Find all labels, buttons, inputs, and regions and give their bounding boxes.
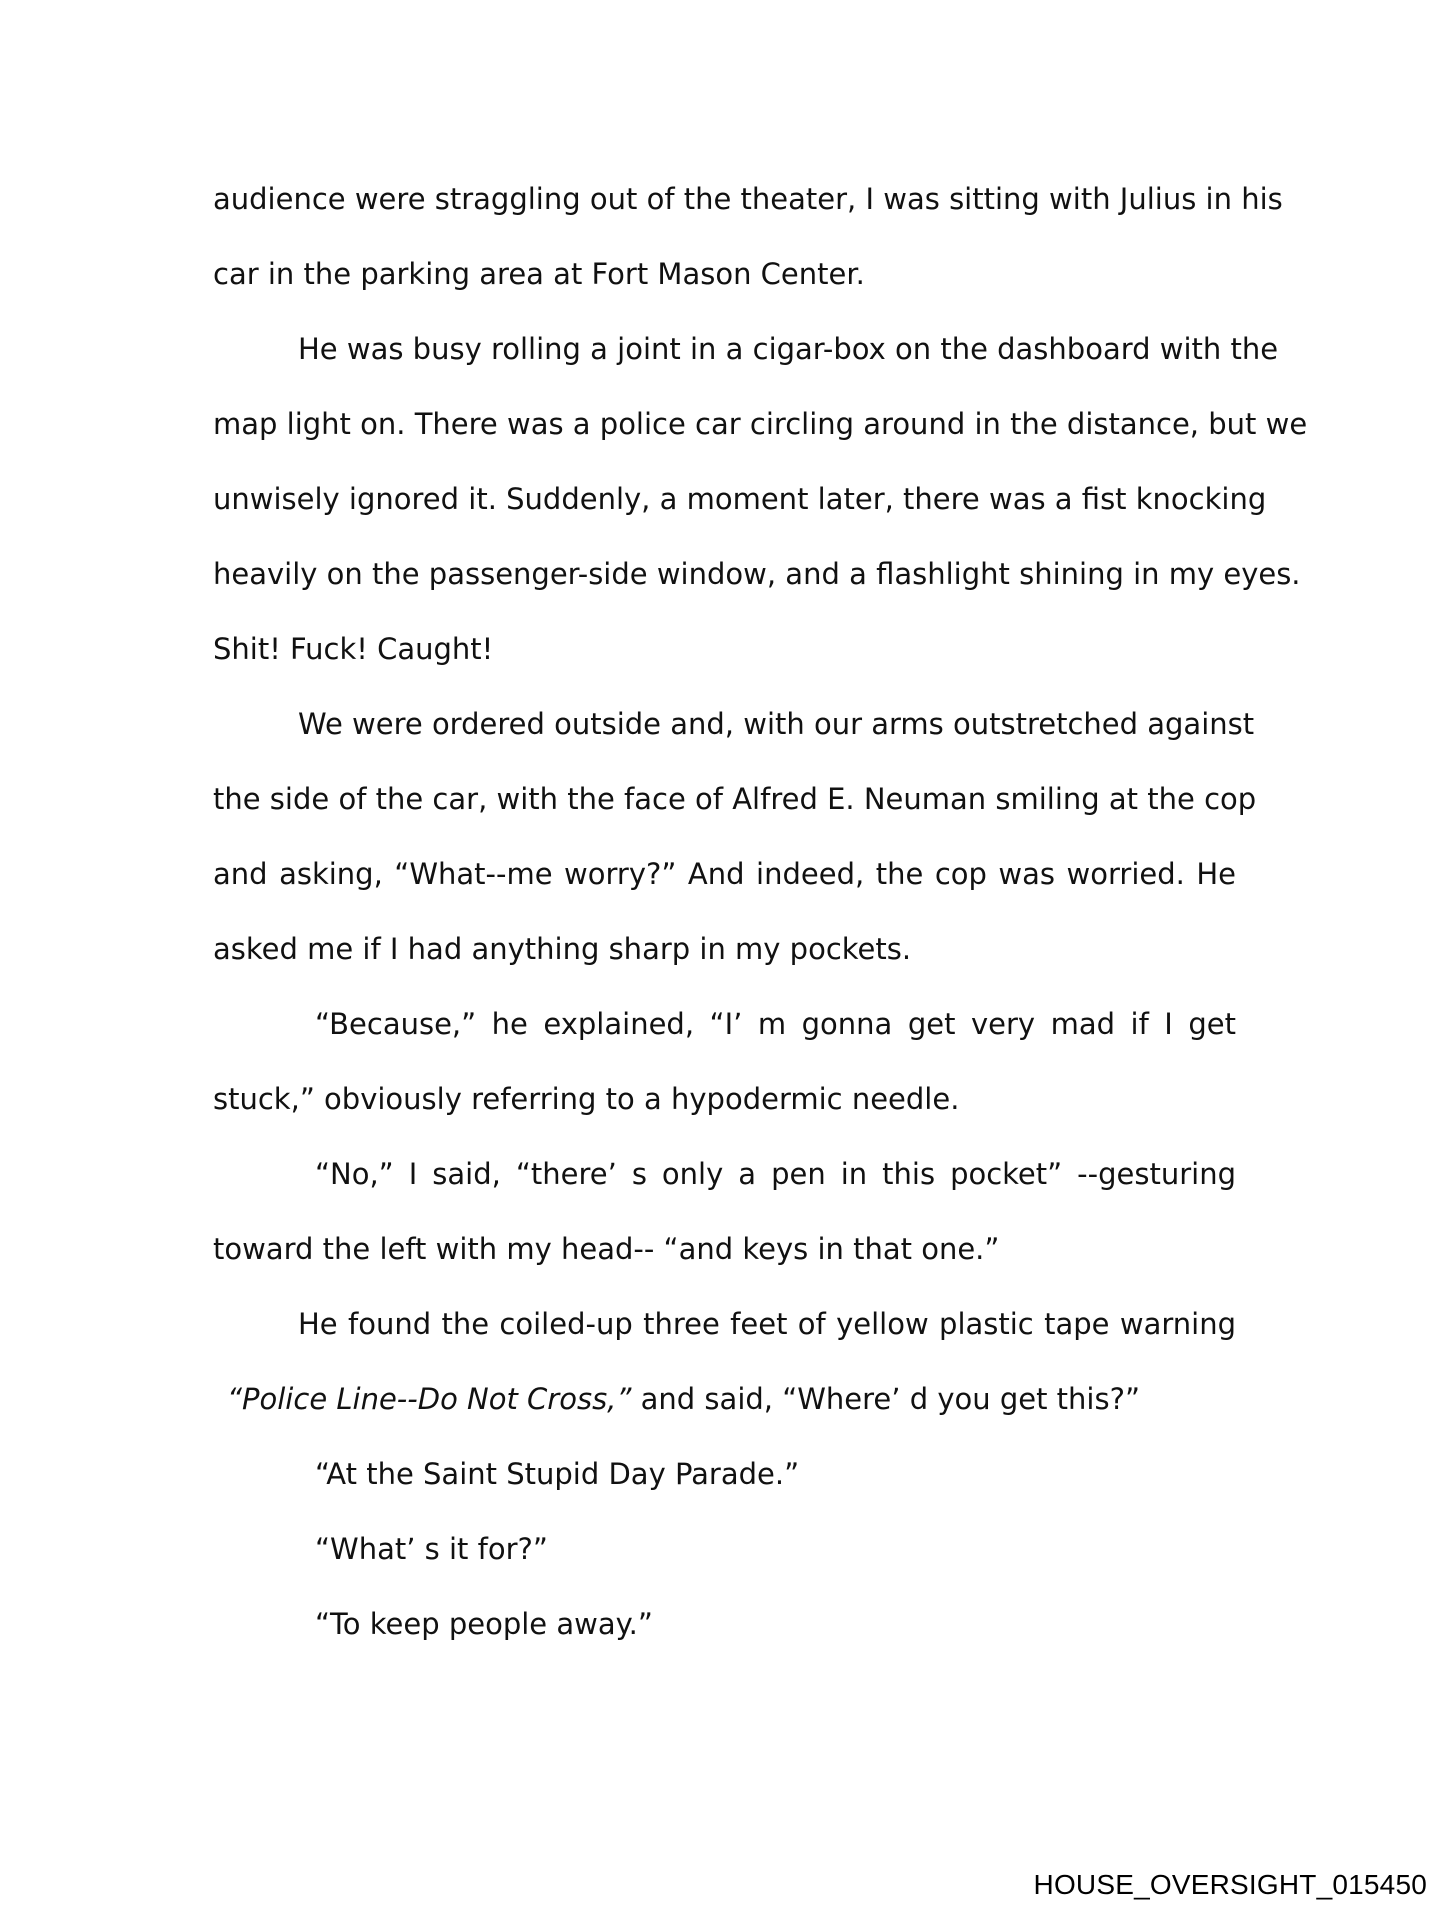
paragraph-start-line: We were ordered outside and, with our arms outstretched against — [298, 707, 1255, 741]
line-continuation: and said, “Where’ d you get this?” — [631, 1382, 1140, 1416]
dialogue-line: “What’ s it for?” — [315, 1532, 548, 1566]
text-line: unwisely ignored it. Suddenly, a moment later, there was a fist knocking — [213, 482, 1267, 516]
paragraph-start-line: He was busy rolling a joint in a cigar-box on the dashboard with the — [298, 332, 1279, 366]
dialogue-line: “Because,” he explained, “I’ m gonna get very mad if I get — [315, 1007, 1236, 1041]
page-footer-id: HOUSE_OVERSIGHT_015450 — [1033, 1869, 1427, 1900]
paragraph-start-line: He found the coiled-up three feet of yellow plastic tape warning — [298, 1307, 1236, 1341]
text-line: asked me if I had anything sharp in my pockets. — [213, 932, 912, 966]
mixed-style-line — [213, 1362, 1236, 1437]
dialogue-line: “No,” I said, “there’ s only a pen in this pocket” --gesturing — [315, 1157, 1236, 1191]
text-line: stuck,” obviously referring to a hypodermic needle. — [213, 1082, 960, 1116]
text-line: and asking, “What--me worry?” And indeed, the cop was worried. He — [213, 857, 1236, 891]
dialogue-line: “To keep people away.” — [315, 1607, 653, 1641]
text-line: Shit! Fuck! Caught! — [213, 632, 494, 666]
text-line: audience were straggling out of the theater, I was sitting with Julius in his — [213, 182, 1283, 216]
text-line: heavily on the passenger-side window, and a flashlight shining in my eyes. — [213, 557, 1301, 591]
text-line: car in the parking area at Fort Mason Center. — [213, 257, 865, 291]
text-line: toward the left with my head-- “and keys in that one.” — [213, 1232, 1000, 1266]
police-line-quote: “Police Line--Do Not Cross,” — [227, 1382, 632, 1416]
dialogue-line: “At the Saint Stupid Day Parade.” — [315, 1457, 800, 1491]
text-line: map light on. There was a police car circling around in the distance, but we — [213, 407, 1308, 441]
text-line: the side of the car, with the face of Alfred E. Neuman smiling at the cop — [213, 782, 1257, 816]
document-body — [213, 162, 1308, 1662]
